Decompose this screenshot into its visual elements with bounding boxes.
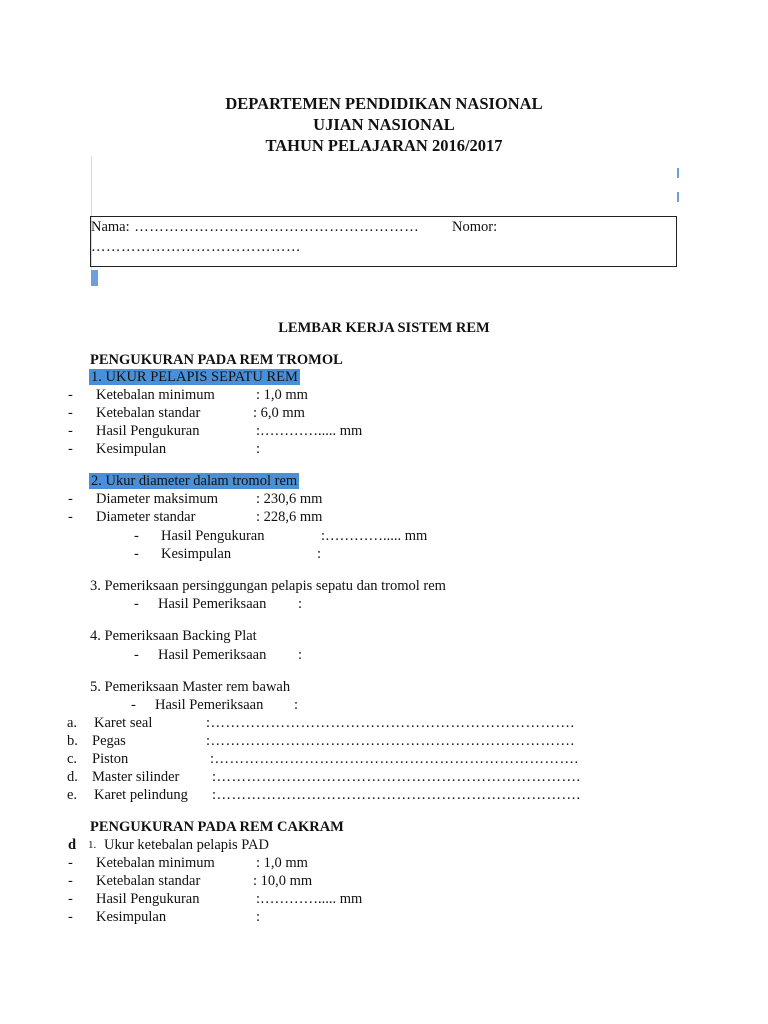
item-label: Karet pelindung bbox=[94, 787, 188, 803]
row-label: Ketebalan minimum bbox=[96, 387, 215, 403]
item-label: Pegas bbox=[92, 733, 126, 749]
row-value[interactable]: :…………..... mm bbox=[321, 528, 428, 544]
bullet: - bbox=[68, 891, 73, 907]
row-value[interactable]: : bbox=[294, 697, 299, 713]
right-margin-marker bbox=[677, 168, 679, 178]
item-letter: a. bbox=[67, 715, 78, 731]
row-label: Hasil Pemeriksaan bbox=[158, 647, 267, 663]
header-line-2: UJIAN NASIONAL bbox=[313, 115, 455, 134]
row-value: : 10,0 mm bbox=[253, 873, 313, 889]
drum-heading: PENGUKURAN PADA REM TROMOL bbox=[90, 352, 343, 368]
row-value[interactable]: : bbox=[298, 647, 303, 663]
row-value[interactable]: :…………..... mm bbox=[256, 423, 363, 439]
bullet: - bbox=[134, 647, 139, 663]
item-letter: b. bbox=[67, 733, 78, 749]
number-field[interactable]: …………………………………… bbox=[91, 239, 301, 255]
item-letter: e. bbox=[67, 787, 78, 803]
bullet: - bbox=[68, 909, 73, 925]
item-dots[interactable]: :………………………………………………………………. bbox=[212, 769, 581, 785]
name-field[interactable] bbox=[91, 219, 419, 236]
drum-s1-title: 1. UKUR PELAPIS SEPATU REM bbox=[91, 369, 298, 385]
bullet: - bbox=[68, 423, 73, 439]
row-value: : 1,0 mm bbox=[256, 387, 308, 403]
item-dots[interactable]: :………………………………………………………………. bbox=[206, 733, 575, 749]
row-label: Hasil Pemeriksaan bbox=[158, 596, 267, 612]
row-label: Hasil Pengukuran bbox=[96, 891, 200, 907]
bullet: - bbox=[68, 855, 73, 871]
drum-s4-title: 4. Pemeriksaan Backing Plat bbox=[90, 628, 257, 644]
bullet: - bbox=[131, 697, 136, 713]
drum-s2-title: 2. Ukur diameter dalam tromol rem bbox=[91, 473, 298, 489]
row-label: Hasil Pemeriksaan bbox=[155, 697, 264, 713]
right-margin-marker bbox=[677, 192, 679, 202]
disc-marker: d bbox=[68, 837, 77, 853]
row-label: Ketebalan standar bbox=[96, 873, 201, 889]
item-letter: c. bbox=[67, 751, 78, 767]
item-label: Master silinder bbox=[92, 769, 180, 785]
row-value: : 228,6 mm bbox=[256, 509, 323, 525]
disc-s1-number: 1. bbox=[88, 839, 97, 851]
row-label: Kesimpulan bbox=[96, 909, 167, 925]
row-value[interactable]: :…………..... mm bbox=[256, 891, 363, 907]
disc-heading: PENGUKURAN PADA REM CAKRAM bbox=[90, 819, 344, 835]
row-label: Diameter maksimum bbox=[96, 491, 219, 507]
row-label: Kesimpulan bbox=[161, 546, 232, 562]
bullet: - bbox=[68, 387, 73, 403]
item-dots[interactable]: :………………………………………………………………. bbox=[210, 751, 579, 767]
bullet: - bbox=[134, 528, 139, 544]
disc-s1-title: Ukur ketebalan pelapis PAD bbox=[104, 837, 269, 853]
bullet: - bbox=[68, 873, 73, 889]
name-label: Nama bbox=[91, 219, 126, 235]
row-value[interactable]: : bbox=[317, 546, 322, 562]
row-label: Diameter standar bbox=[96, 509, 196, 525]
row-value: : 6,0 mm bbox=[253, 405, 305, 421]
row-value: : 230,6 mm bbox=[256, 491, 323, 507]
header-line-1: DEPARTEMEN PENDIDIKAN NASIONAL bbox=[225, 94, 543, 113]
bullet: - bbox=[134, 596, 139, 612]
row-label: Hasil Pengukuran bbox=[161, 528, 265, 544]
bullet: - bbox=[68, 491, 73, 507]
number-label: Nomor: bbox=[452, 219, 498, 235]
row-value[interactable]: : bbox=[298, 596, 303, 612]
row-label: Ketebalan minimum bbox=[96, 855, 215, 871]
row-label: Hasil Pengukuran bbox=[96, 423, 200, 439]
bullet: - bbox=[134, 546, 139, 562]
bullet: - bbox=[68, 441, 73, 457]
bullet: - bbox=[68, 509, 73, 525]
drum-s3-title: 3. Pemeriksaan persinggungan pelapis sepatu dan tromol rem bbox=[90, 578, 446, 594]
name-dots: : ………………………………………………… bbox=[125, 219, 420, 235]
item-dots[interactable]: :………………………………………………………………. bbox=[212, 787, 581, 803]
header-line-3: TAHUN PELAJARAN 2016/2017 bbox=[265, 136, 503, 155]
item-label: Piston bbox=[92, 751, 129, 767]
drum-s5-title: 5. Pemeriksaan Master rem bawah bbox=[90, 679, 291, 695]
row-label: Kesimpulan bbox=[96, 441, 167, 457]
item-label: Karet seal bbox=[94, 715, 153, 731]
cursor-marker bbox=[91, 270, 98, 286]
item-letter: d. bbox=[67, 769, 78, 785]
worksheet-title: LEMBAR KERJA SISTEM REM bbox=[278, 320, 490, 336]
item-dots[interactable]: :………………………………………………………………. bbox=[206, 715, 575, 731]
row-value[interactable]: : bbox=[256, 441, 261, 457]
bullet: - bbox=[68, 405, 73, 421]
row-value[interactable]: : bbox=[256, 909, 261, 925]
row-value: : 1,0 mm bbox=[256, 855, 308, 871]
row-label: Ketebalan standar bbox=[96, 405, 201, 421]
